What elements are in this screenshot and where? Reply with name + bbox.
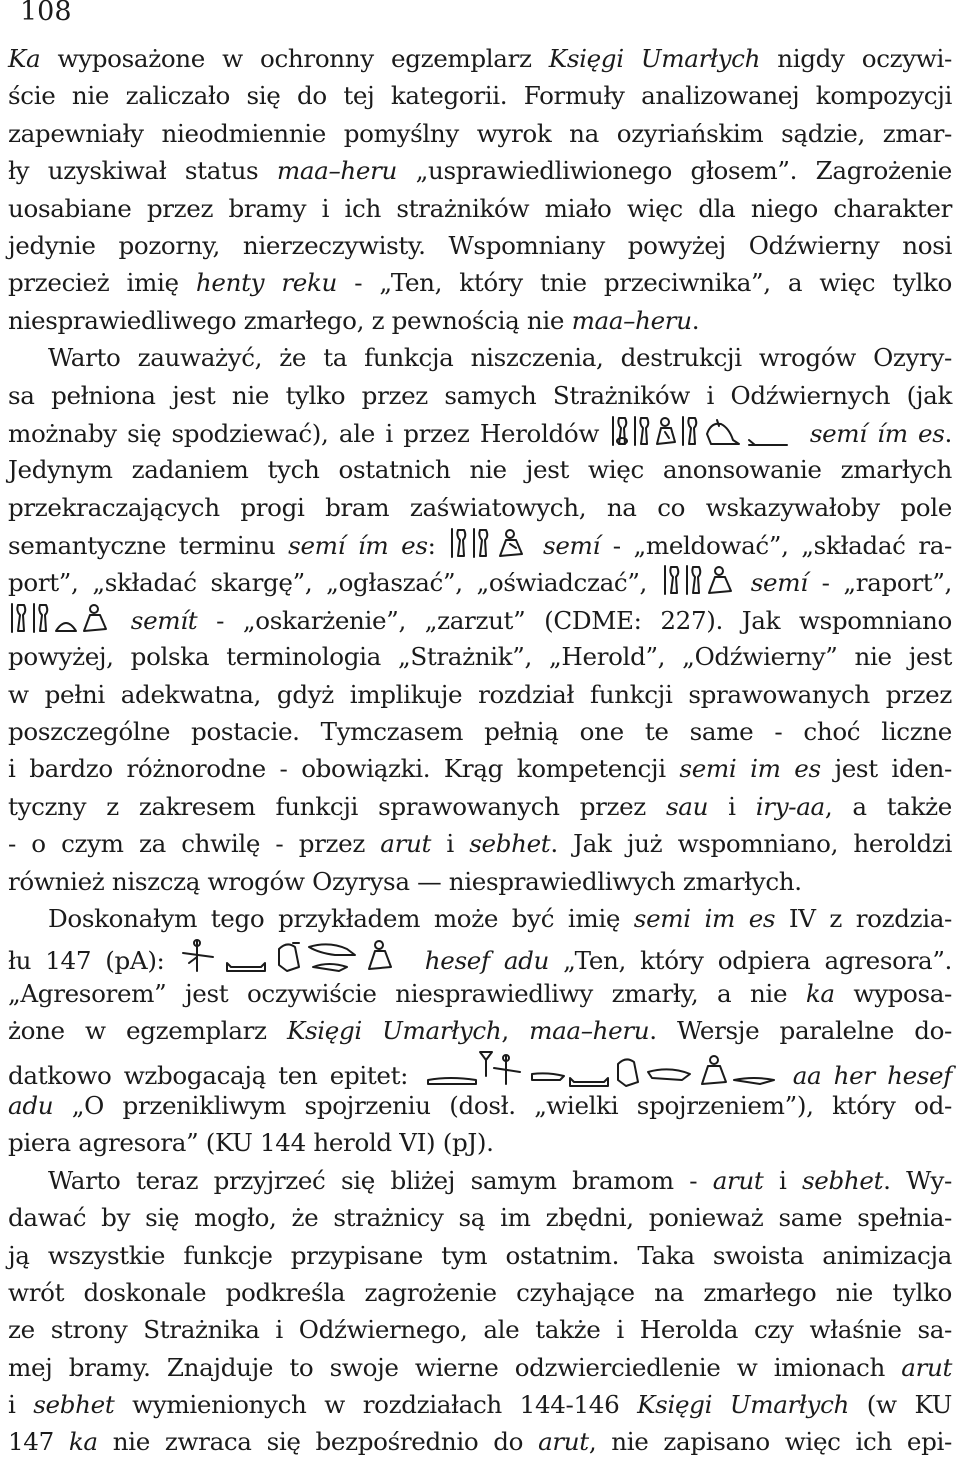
text-run: wyposażone w ochronny egzemplarz	[40, 44, 549, 73]
text-line-3	[8, 115, 952, 152]
text-line-2	[8, 77, 952, 114]
text-run: i	[708, 791, 756, 821]
text-line-17	[8, 638, 952, 675]
text-run: wrót doskonale podkreśla zagrożenie czyhające na zmarłego nie tylko	[8, 1277, 952, 1307]
text-line-28	[8, 1050, 953, 1090]
italic-term: semi im es	[679, 754, 821, 784]
hieroglyph-semit-icon	[8, 601, 112, 635]
text-run: 147	[8, 1427, 69, 1457]
text-run: żone w egzemplarz	[8, 1016, 287, 1046]
italic-term: adu	[8, 1090, 54, 1120]
text-line-20	[8, 750, 952, 787]
text-run	[799, 419, 809, 448]
text-run: , a także	[824, 791, 952, 821]
text-run: i bardzo różnorodne - obowiązki. Krąg kompetencji	[8, 754, 680, 784]
text-run: port”, „składać skargę”, „ogłaszać”, „oświadczać”,	[8, 568, 661, 598]
text-run: „Agresorem” jest oczywiście niesprawiedliwy zmarły, a nie	[8, 978, 806, 1008]
text-run: Warto teraz przyjrzeć się bliżej samym bramom -	[48, 1165, 713, 1195]
text-run: :	[427, 531, 449, 561]
text-line-19	[8, 713, 952, 750]
text-run: datkowo wzbogacają ten epitet:	[8, 1060, 421, 1090]
text-run: ze strony Strażnika i Odźwiernego, ale także i Herolda czy właśnie sa-	[8, 1315, 952, 1345]
text-run: niesprawiedliwego zmarłego, z pewnością nie	[8, 305, 572, 335]
text-run: ście nie zaliczało się do tej kategorii. Formuły analizowanej kompozycji	[8, 81, 952, 111]
text-run: jest iden-	[820, 754, 952, 784]
italic-term: sau	[666, 791, 709, 821]
text-run: nigdy oczywi-	[760, 44, 952, 73]
text-line-18	[8, 676, 952, 713]
text-run: - „oskarżenie”, „zarzut” (CDME: 227). Jak wspomniano	[197, 605, 952, 635]
text-run: w pełni adekwatna, gdyż implikuje rozdział funkcji sprawowanych przez	[8, 679, 952, 709]
text-run: - o czym za chwilę - przez	[8, 829, 381, 859]
italic-term: semí ím es	[809, 418, 945, 448]
text-line-35	[8, 1311, 952, 1348]
text-line-25	[8, 937, 952, 974]
italic-term: maa–heru	[529, 1016, 650, 1046]
text-run: przekraczających progi bram zaświatowych, na co wskazywałoby pole	[8, 492, 952, 522]
hieroglyph-hesef-adu-icon	[179, 937, 411, 975]
text-run: „O przenikliwym spojrzeniu (dosł. „wielki spojrzeniem”), który od-	[53, 1090, 952, 1120]
text-run	[780, 1061, 792, 1090]
text-run: nie zwraca się bezpośrednio do	[97, 1427, 539, 1457]
text-line-16	[8, 601, 952, 638]
text-run: - „raport”,	[807, 568, 953, 598]
italic-term: arut	[901, 1352, 952, 1382]
text-run: ją wszystkie funkcje przypisane tym ostatnim. Taka swoista animizacja	[8, 1240, 952, 1270]
italic-term: arut	[380, 829, 432, 859]
text-line-8	[8, 302, 952, 339]
italic-term: semí	[543, 531, 601, 561]
italic-term: sebhet	[802, 1165, 884, 1195]
page-number: 108	[20, 0, 72, 27]
text-run: wymienionych w rozdziałach 144-146	[114, 1390, 638, 1420]
text-run: , nie zapisano więc ich epi-	[588, 1427, 952, 1457]
text-run: - „Ten, który tnie przeciwnika”, a więc tylko	[337, 268, 952, 298]
text-run: również niszczą wrogów Ozyrysa — niesprawiedliwych zmarłych.	[8, 866, 802, 896]
text-line-1	[8, 40, 952, 77]
italic-term: maa–heru	[571, 305, 692, 335]
text-run: piera agresora” (KU 144 herold VI) (pJ).	[8, 1128, 494, 1158]
text-line-12	[8, 451, 952, 488]
text-run: jedynie pozorny, nierzeczywisty. Wspomniany powyżej Odźwierny nosi	[8, 230, 952, 260]
text-run: (w KU	[849, 1390, 952, 1420]
hieroglyph-semi-im-es-icon	[609, 414, 799, 448]
text-run: przecież imię	[8, 268, 196, 298]
italic-term: Księgi Umarłych	[286, 1016, 502, 1046]
text-run: .	[944, 418, 952, 448]
text-line-38	[8, 1423, 952, 1460]
italic-term: semí	[750, 568, 808, 598]
text-line-37	[8, 1386, 952, 1423]
text-line-32	[8, 1199, 952, 1236]
text-line-36	[8, 1349, 952, 1386]
italic-term: Księgi Umarłych	[637, 1390, 849, 1420]
text-run	[112, 606, 131, 635]
text-line-21	[8, 788, 952, 825]
text-run: Warto zauważyć, że ta funkcja niszczenia, destrukcji wrogów Ozyry-	[48, 343, 952, 373]
text-run: zapewniały nieodmiennie pomyślny wyrok na ozyriańskim sądzie, zmar-	[8, 118, 952, 148]
hieroglyph-aa-her-hesef-adu-icon	[420, 1050, 780, 1090]
text-line-15	[8, 563, 952, 600]
text-run: poszczególne postacie. Tymczasem pełnią one te same - choć liczne	[8, 717, 952, 747]
text-run: semantyczne terminu	[8, 531, 289, 561]
text-run: „usprawiedliwionego głosem”. Zagrożenie	[397, 156, 952, 186]
text-line-5	[8, 190, 952, 227]
text-line-31	[8, 1162, 952, 1199]
text-run: tyczny z zakresem funkcji sprawowanych przez	[8, 791, 666, 821]
text-run: . Wy-	[883, 1165, 953, 1195]
text-line-11	[8, 414, 952, 451]
italic-term: arut	[712, 1165, 764, 1195]
text-run: ły uzyskiwał status	[8, 156, 277, 186]
text-line-26	[8, 975, 952, 1012]
text-run	[737, 568, 751, 597]
text-line-33	[8, 1237, 952, 1274]
italic-term: aa her hesef	[792, 1060, 953, 1090]
text-run: - „meldować”, „składać ra-	[600, 531, 952, 561]
text-run: „Ten, który odpiera agresora”.	[549, 946, 953, 976]
text-line-34	[8, 1274, 952, 1311]
italic-term: semí ím es	[288, 531, 428, 561]
text-run: . Wersje paralelne do-	[649, 1016, 953, 1046]
text-run: Doskonałym tego przykładem może być imię	[48, 903, 634, 933]
text-line-4	[8, 152, 952, 189]
text-run: sa pełniona jest nie tylko przez samych Strażników i Odźwiernych (jak	[8, 380, 952, 410]
text-line-6	[8, 227, 952, 264]
text-run: uosabiane przez bramy i ich strażników miało więc dla niego charakter	[8, 193, 952, 223]
text-run: .	[691, 305, 700, 335]
text-line-29	[8, 1087, 952, 1124]
text-line-24	[8, 900, 952, 937]
italic-term: henty reku	[195, 268, 338, 298]
text-run: i	[431, 829, 470, 859]
hieroglyph-semi-noun-icon	[661, 563, 737, 597]
italic-term: sebhet	[33, 1390, 115, 1420]
italic-term: ka	[805, 978, 835, 1008]
hieroglyph-semi-verb-icon	[448, 526, 530, 560]
text-run: dawać by się mogło, że strażnicy są im zbędni, ponieważ same spełnia-	[8, 1203, 952, 1233]
text-line-22	[8, 825, 952, 862]
italic-term: semít	[130, 605, 198, 635]
text-run: . Jak już wspomniano, heroldzi	[550, 829, 953, 859]
text-run: i	[763, 1165, 803, 1195]
text-run: Jedynym zadaniem tych ostatnich nie jest więc anonsowanie zmarłych	[8, 455, 952, 485]
text-run: łu 147 (pA):	[8, 946, 179, 976]
text-run	[411, 946, 425, 975]
text-run: ,	[501, 1016, 530, 1046]
text-run: wyposa-	[834, 978, 953, 1008]
italic-term: maa–heru	[276, 156, 398, 186]
italic-term: semi im es	[633, 903, 776, 933]
text-run: mej bramy. Znajduje to swoje wierne odzwierciedlenie w imionach	[8, 1352, 902, 1382]
text-line-10	[8, 377, 952, 414]
text-line-7	[8, 264, 952, 301]
italic-term: Ka	[8, 44, 41, 73]
body-text	[8, 40, 952, 1461]
text-run: IV z rozdzia-	[775, 903, 952, 933]
text-line-23	[8, 863, 952, 900]
text-line-27	[8, 1012, 952, 1049]
text-line-30	[8, 1124, 952, 1161]
text-run: powyżej, polska terminologia „Strażnik”, „Herold”, „Odźwierny” nie jest	[8, 642, 952, 672]
italic-term: iry-aa	[755, 791, 825, 821]
italic-term: Księgi Umarłych	[548, 44, 761, 73]
text-line-14	[8, 526, 952, 563]
text-run: możnaby się spodziewać), ale i przez Heroldów	[8, 418, 610, 448]
text-line-13	[8, 489, 952, 526]
text-run: i	[8, 1390, 34, 1420]
italic-term: ka	[68, 1427, 98, 1457]
italic-term: arut	[538, 1427, 589, 1457]
text-line-9	[8, 339, 952, 376]
italic-term: hesef adu	[424, 946, 550, 976]
text-run	[530, 531, 543, 560]
italic-term: sebhet	[469, 829, 551, 859]
